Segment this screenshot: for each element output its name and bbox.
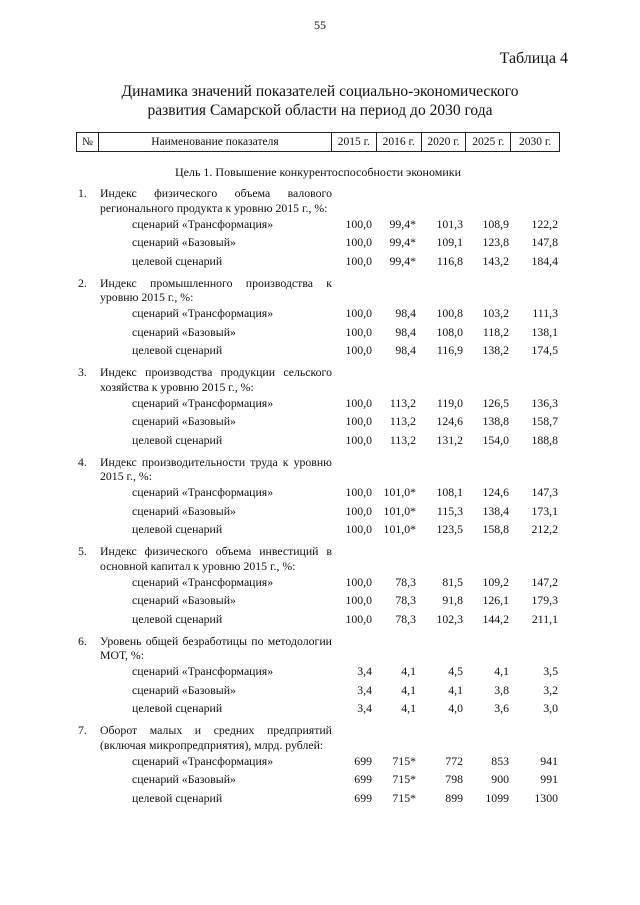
value-cell-2015: 699 <box>354 790 372 805</box>
value-cell-2025: 126,5 <box>482 395 509 410</box>
value-cell-2016: 101,0* <box>383 503 416 518</box>
value-cell-2020: 798 <box>445 772 463 787</box>
value-cell-2015: 100,0 <box>345 306 372 321</box>
scenario-row <box>76 752 560 771</box>
value-cell-2016: 715* <box>392 753 416 768</box>
scenario-row <box>76 663 560 682</box>
value-cell-2025: 138,8 <box>482 414 509 429</box>
value-cell-2020: 115,3 <box>436 503 463 518</box>
value-cell-2015: 100,0 <box>345 611 372 626</box>
indicator-heading <box>76 365 560 394</box>
title-line-2: развития Самарской области на период до 2030 года <box>147 102 493 119</box>
value-cell-2016: 98,4 <box>395 306 416 321</box>
value-cell-2016: 715* <box>392 772 416 787</box>
value-cell-2025: 853 <box>491 753 509 768</box>
scenario-row <box>76 413 560 432</box>
indicator-block <box>76 544 560 629</box>
value-cell-2016: 78,3 <box>395 574 416 589</box>
value-cell-2015: 100,0 <box>345 485 372 500</box>
indicator-block <box>76 723 560 808</box>
value-cell-2025: 144,2 <box>482 611 509 626</box>
value-cell-2020: 131,2 <box>436 432 463 447</box>
scenario-row <box>76 521 560 540</box>
value-cell-2025: 4,1 <box>494 664 509 679</box>
value-cell-2030: 188,8 <box>531 432 558 447</box>
scenario-row <box>76 252 560 271</box>
header-year-2020: 2020 г. <box>422 133 467 151</box>
indicator-heading <box>76 276 560 305</box>
table-header-row <box>76 132 560 152</box>
indicator-block <box>76 365 560 450</box>
value-cell-2016: 99,4* <box>389 235 416 250</box>
document-title <box>0 82 640 120</box>
scenario-label: сценарий «Базовый» <box>132 503 236 518</box>
scenario-row <box>76 771 560 790</box>
value-cell-2015: 100,0 <box>345 324 372 339</box>
value-cell-2025: 900 <box>491 772 509 787</box>
value-cell-2015: 100,0 <box>345 574 372 589</box>
scenario-row <box>76 484 560 503</box>
value-cell-2030: 147,3 <box>531 485 558 500</box>
page-number: 55 <box>314 18 326 32</box>
scenario-label: целевой сценарий <box>132 253 223 268</box>
value-cell-2020: 899 <box>445 790 463 805</box>
value-cell-2020: 119,0 <box>436 395 463 410</box>
value-cell-2016: 4,1 <box>401 682 416 697</box>
value-cell-2015: 100,0 <box>345 253 372 268</box>
value-cell-2030: 212,2 <box>531 522 558 537</box>
value-cell-2030: 941 <box>540 753 558 768</box>
value-cell-2030: 211,1 <box>531 611 558 626</box>
indicator-heading <box>76 634 560 663</box>
indicator-number: 2. <box>78 275 87 290</box>
value-cell-2030: 158,7 <box>531 414 558 429</box>
scenario-row <box>76 305 560 324</box>
value-cell-2030: 111,3 <box>532 306 558 321</box>
value-cell-2020: 108,1 <box>436 485 463 500</box>
indicators-table <box>76 132 560 808</box>
value-cell-2025: 3,6 <box>494 701 509 716</box>
indicator-title: Индекс физического объема валового регионального продукта к уровню 2015 г., %: <box>100 186 332 215</box>
scenario-label: сценарий «Трансформация» <box>132 306 274 321</box>
indicator-number: 4. <box>78 454 87 469</box>
value-cell-2015: 100,0 <box>345 522 372 537</box>
scenario-label: сценарий «Трансформация» <box>132 485 274 500</box>
header-number: № <box>77 133 99 151</box>
header-year-2016: 2016 г. <box>377 133 422 151</box>
indicator-title: Оборот малых и средних предприятий (включая микропредприятия), млрд. рублей: <box>100 723 332 752</box>
indicator-heading <box>76 544 560 573</box>
value-cell-2015: 100,0 <box>345 343 372 358</box>
indicator-block <box>76 276 560 361</box>
value-cell-2020: 109,1 <box>436 235 463 250</box>
indicator-block <box>76 186 560 271</box>
indicator-heading <box>76 455 560 484</box>
value-cell-2020: 4,1 <box>448 682 463 697</box>
table-label: Таблица 4 <box>499 50 568 67</box>
value-cell-2016: 113,2 <box>389 395 416 410</box>
value-cell-2015: 100,0 <box>345 414 372 429</box>
scenario-label: сценарий «Трансформация» <box>132 664 274 679</box>
scenario-row <box>76 681 560 700</box>
scenario-row <box>76 502 560 521</box>
value-cell-2016: 4,1 <box>401 664 416 679</box>
indicator-heading <box>76 186 560 215</box>
value-cell-2025: 126,1 <box>482 593 509 608</box>
value-cell-2016: 4,1 <box>401 701 416 716</box>
header-indicator-name: Наименование показателя <box>99 133 332 151</box>
header-year-2015: 2015 г. <box>332 133 377 151</box>
value-cell-2030: 3,0 <box>543 701 558 716</box>
indicator-block <box>76 455 560 540</box>
value-cell-2016: 113,2 <box>389 432 416 447</box>
title-line-1: Динамика значений показателей социально-экономического <box>121 83 519 100</box>
scenario-row <box>76 610 560 629</box>
value-cell-2025: 138,2 <box>482 343 509 358</box>
indicator-block <box>76 634 560 719</box>
value-cell-2015: 699 <box>354 772 372 787</box>
value-cell-2015: 100,0 <box>345 593 372 608</box>
value-cell-2016: 78,3 <box>395 593 416 608</box>
scenario-row <box>76 592 560 611</box>
indicator-number: 7. <box>78 723 87 737</box>
value-cell-2020: 123,5 <box>436 522 463 537</box>
value-cell-2015: 100,0 <box>345 235 372 250</box>
value-cell-2030: 136,3 <box>531 395 558 410</box>
value-cell-2016: 113,2 <box>389 414 416 429</box>
scenario-label: целевой сценарий <box>132 432 223 447</box>
value-cell-2020: 772 <box>445 753 463 768</box>
value-cell-2015: 3,4 <box>357 664 372 679</box>
scenario-label: сценарий «Базовый» <box>132 235 236 250</box>
scenario-label: целевой сценарий <box>132 522 223 537</box>
value-cell-2020: 4,0 <box>448 701 463 716</box>
scenario-label: сценарий «Базовый» <box>132 414 236 429</box>
scenario-label: сценарий «Трансформация» <box>132 574 274 589</box>
value-cell-2025: 109,2 <box>482 574 509 589</box>
scenario-row <box>76 789 560 808</box>
value-cell-2016: 78,3 <box>395 611 416 626</box>
value-cell-2025: 108,9 <box>482 216 509 231</box>
value-cell-2016: 98,4 <box>395 343 416 358</box>
scenario-label: сценарий «Трансформация» <box>132 216 274 231</box>
value-cell-2020: 124,6 <box>436 414 463 429</box>
scenario-label: целевой сценарий <box>132 701 223 716</box>
value-cell-2016: 98,4 <box>395 324 416 339</box>
indicator-number: 5. <box>78 544 87 558</box>
value-cell-2030: 991 <box>540 772 558 787</box>
indicator-title: Индекс производства продукции сельского хозяйства к уровню 2015 г., %: <box>100 365 332 394</box>
value-cell-2030: 184,4 <box>531 253 558 268</box>
value-cell-2025: 138,4 <box>482 503 509 518</box>
scenario-label: сценарий «Базовый» <box>132 593 236 608</box>
scenario-row <box>76 323 560 342</box>
scenario-row <box>76 215 560 234</box>
indicator-title: Индекс промышленного производства к уровню 2015 г., %: <box>100 275 332 304</box>
value-cell-2016: 715* <box>392 790 416 805</box>
value-cell-2030: 3,2 <box>543 682 558 697</box>
value-cell-2016: 101,0* <box>383 522 416 537</box>
indicator-number: 1. <box>78 186 87 200</box>
indicator-title: Индекс физического объема инвестиций в основной капитал к уровню 2015 г., %: <box>100 544 332 573</box>
scenario-label: целевой сценарий <box>132 343 223 358</box>
scenario-row <box>76 573 560 592</box>
header-year-2030: 2030 г. <box>519 136 552 148</box>
value-cell-2020: 100,8 <box>436 306 463 321</box>
value-cell-2030: 1300 <box>534 790 558 805</box>
value-cell-2030: 122,2 <box>531 216 558 231</box>
value-cell-2015: 3,4 <box>357 701 372 716</box>
value-cell-2015: 100,0 <box>345 503 372 518</box>
scenario-row <box>76 700 560 719</box>
indicator-rows <box>76 186 560 808</box>
value-cell-2016: 101,0* <box>383 485 416 500</box>
value-cell-2020: 4,5 <box>448 664 463 679</box>
indicator-title: Уровень общей безработицы по методологии МОТ, %: <box>100 633 332 662</box>
value-cell-2015: 100,0 <box>345 432 372 447</box>
indicator-title: Индекс производительности труда к уровню 2015 г., %: <box>100 454 332 483</box>
scenario-label: сценарий «Базовый» <box>132 324 236 339</box>
header-year-2025: 2025 г. <box>466 133 511 151</box>
value-cell-2020: 108,0 <box>436 324 463 339</box>
value-cell-2015: 100,0 <box>345 216 372 231</box>
indicator-heading <box>76 723 560 752</box>
value-cell-2030: 3,5 <box>543 664 558 679</box>
value-cell-2025: 3,8 <box>494 682 509 697</box>
value-cell-2025: 154,0 <box>482 432 509 447</box>
value-cell-2020: 102,3 <box>436 611 463 626</box>
value-cell-2030: 147,2 <box>531 574 558 589</box>
value-cell-2025: 124,6 <box>482 485 509 500</box>
value-cell-2030: 147,8 <box>531 235 558 250</box>
value-cell-2016: 99,4* <box>389 253 416 268</box>
scenario-row <box>76 234 560 253</box>
value-cell-2015: 3,4 <box>357 682 372 697</box>
value-cell-2025: 158,8 <box>482 522 509 537</box>
scenario-label: сценарий «Базовый» <box>132 682 236 697</box>
value-cell-2020: 81,5 <box>442 574 463 589</box>
value-cell-2025: 123,8 <box>482 235 509 250</box>
value-cell-2020: 101,3 <box>436 216 463 231</box>
indicator-number: 3. <box>78 365 87 379</box>
indicator-number: 6. <box>78 633 87 648</box>
value-cell-2030: 173,1 <box>531 503 558 518</box>
value-cell-2025: 1099 <box>485 790 509 805</box>
scenario-label: сценарий «Базовый» <box>132 772 236 787</box>
scenario-label: целевой сценарий <box>132 790 223 805</box>
value-cell-2030: 138,1 <box>531 324 558 339</box>
value-cell-2025: 103,2 <box>482 306 509 321</box>
value-cell-2030: 179,3 <box>531 593 558 608</box>
scenario-row <box>76 342 560 361</box>
value-cell-2020: 91,8 <box>442 593 463 608</box>
value-cell-2020: 116,8 <box>436 253 463 268</box>
scenario-label: целевой сценарий <box>132 611 223 626</box>
value-cell-2030: 174,5 <box>531 343 558 358</box>
value-cell-2015: 699 <box>354 753 372 768</box>
value-cell-2020: 116,9 <box>436 343 463 358</box>
goal-title: Цель 1. Повышение конкурентоспособности экономики <box>174 165 462 179</box>
scenario-label: сценарий «Трансформация» <box>132 395 274 410</box>
value-cell-2025: 143,2 <box>482 253 509 268</box>
value-cell-2016: 99,4* <box>389 216 416 231</box>
scenario-row <box>76 431 560 450</box>
scenario-label: сценарий «Трансформация» <box>132 753 274 768</box>
value-cell-2015: 100,0 <box>345 395 372 410</box>
scenario-row <box>76 394 560 413</box>
value-cell-2025: 118,2 <box>482 324 509 339</box>
